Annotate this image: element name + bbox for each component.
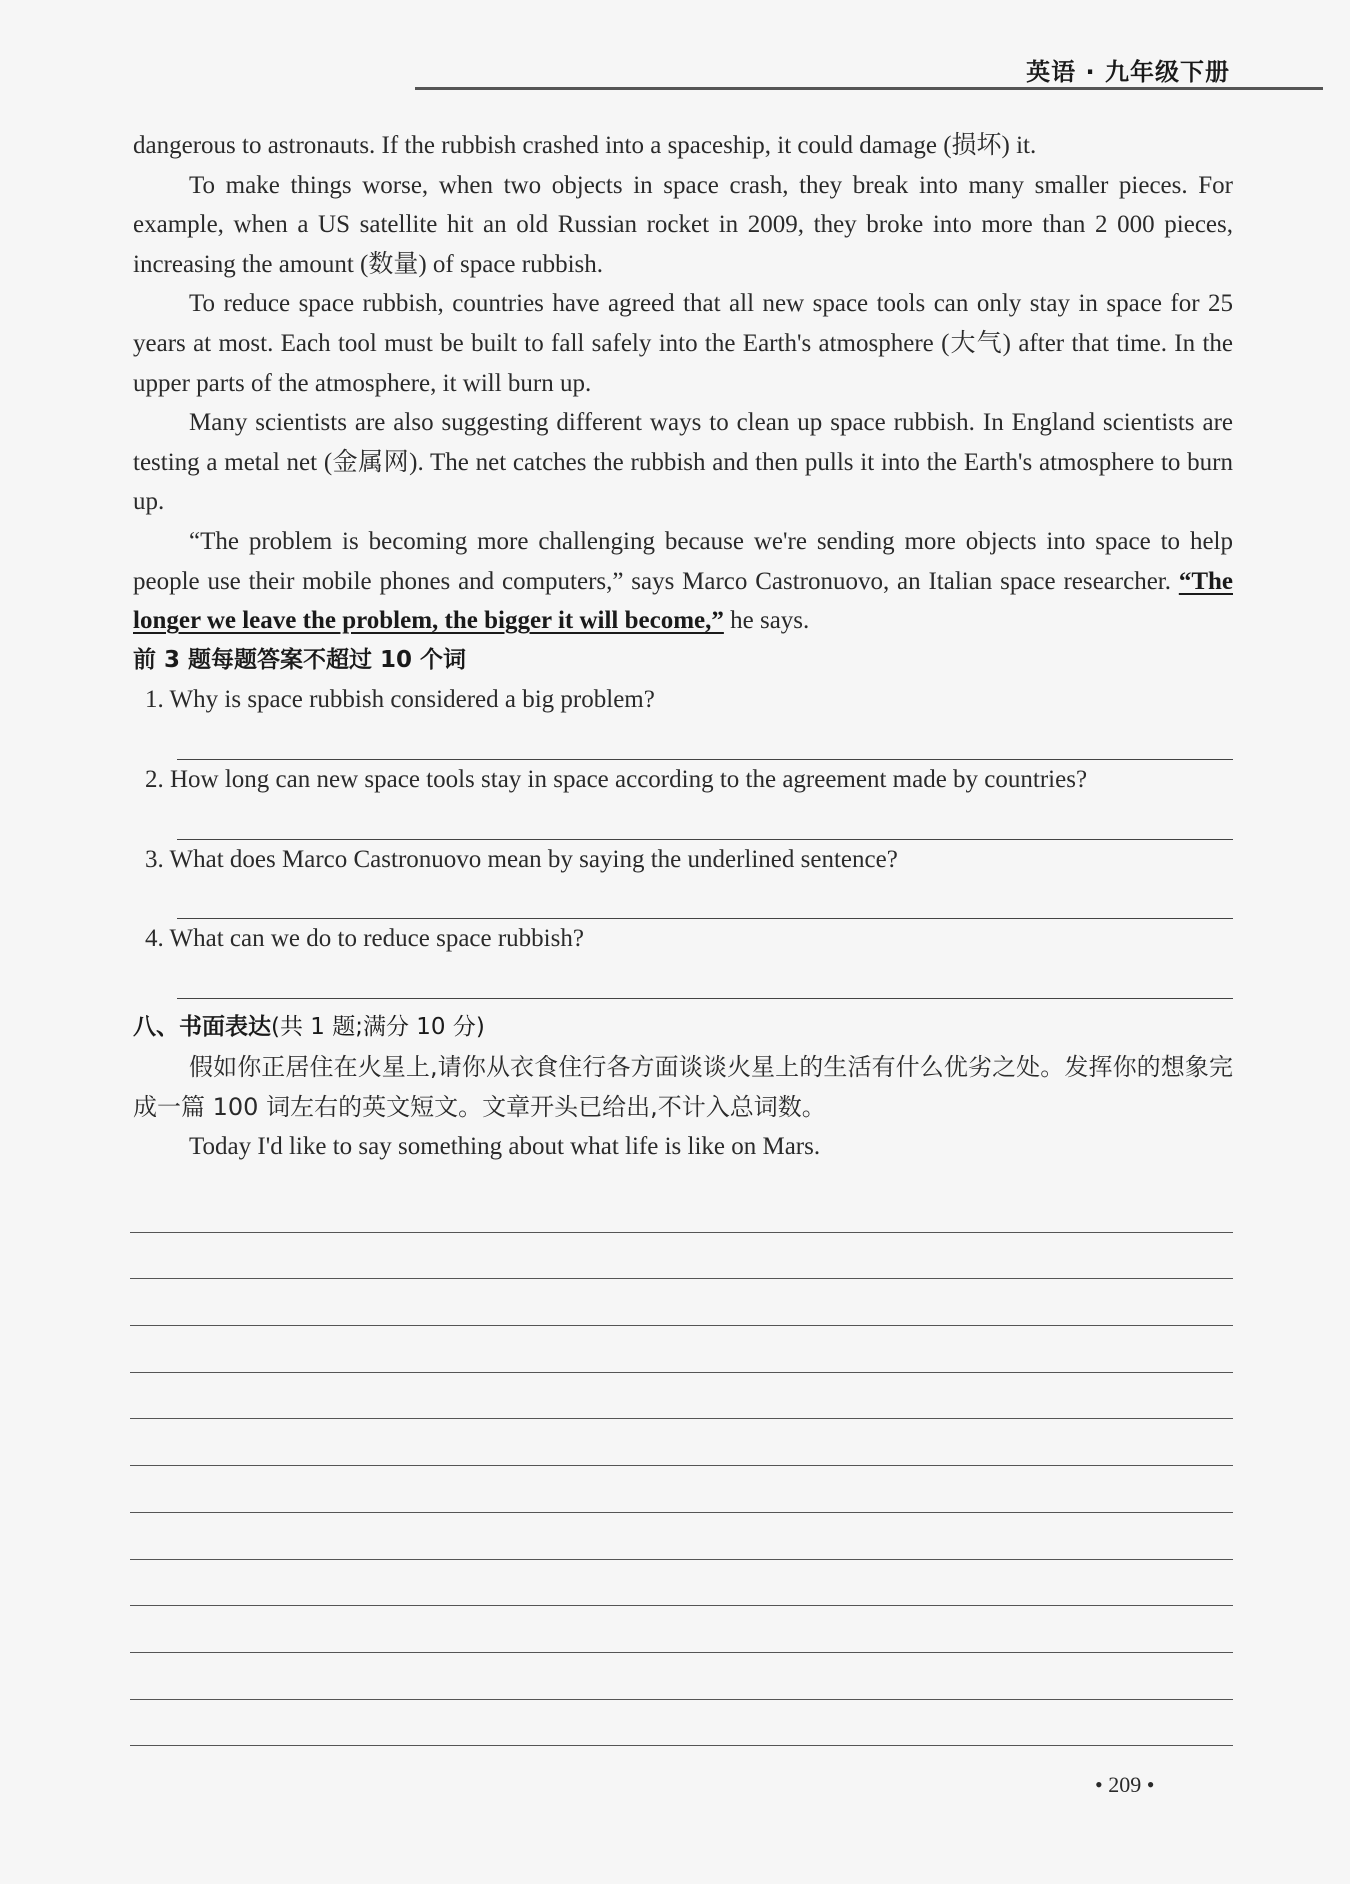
underlined-sentence: “The longer we leave the problem, the bigger it will become,” — [133, 567, 1233, 635]
header-rule — [415, 87, 1323, 90]
page-number: • 209 • — [1095, 1772, 1155, 1797]
section-8-heading — [133, 1007, 1233, 1047]
question-3: 3. What does Marco Castronuovo mean by saying the underlined sentence? — [145, 845, 898, 873]
writing-line[interactable] — [130, 1466, 1233, 1513]
writing-line[interactable] — [130, 1279, 1233, 1326]
answer-line-4[interactable] — [177, 959, 1233, 999]
paragraph-5-end: he says. — [723, 607, 810, 635]
question-4: 4. What can we do to reduce space rubbish? — [145, 925, 584, 953]
writing-task-description: 假如你正居住在火星上,请你从衣食住行各方面谈谈火星上的生活有什么优劣之处。发挥你的想象完成一篇 100 词左右的英文短文。文章开头已给出,不计入总词数。 — [133, 1052, 1233, 1121]
passage-paragraph-1: dangerous to astronauts. If the rubbish crashed into a spaceship, it could damage (损坏) it. — [133, 132, 1037, 159]
writing-line[interactable] — [130, 1373, 1233, 1420]
writing-line[interactable] — [130, 1233, 1233, 1280]
answer-line-3[interactable] — [177, 879, 1233, 919]
passage-paragraph-4: Many scientists are also suggesting different ways to clean up space rubbish. In England scientists are testing a metal net (金属网). The net catches the rubbish and then pulls it into the Earth's atmosphere to burn up. — [133, 409, 1233, 516]
writing-line[interactable] — [130, 1560, 1233, 1607]
writing-line[interactable] — [130, 1700, 1233, 1747]
writing-line[interactable] — [130, 1186, 1233, 1233]
section-8-meta: (共 1 题;满分 10 分) — [271, 1013, 485, 1040]
passage-paragraph-3: To reduce space rubbish, countries have agreed that all new space tools can only stay in space for 25 years at most. Each tool must be built to fall safely into the Earth's atmosphere (大气) after that time. In the upper parts of the atmosphere, it will burn up. — [133, 290, 1233, 397]
writing-opening-sentence: Today I'd like to say something about what life is like on Mars. — [189, 1132, 821, 1160]
writing-line[interactable] — [130, 1326, 1233, 1373]
answer-line-2[interactable] — [177, 800, 1233, 840]
writing-area[interactable] — [130, 1186, 1233, 1746]
main-content — [133, 126, 1233, 1166]
answer-line-1[interactable] — [177, 720, 1233, 760]
writing-line[interactable] — [130, 1606, 1233, 1653]
writing-line[interactable] — [130, 1513, 1233, 1560]
header-title: 英语 · 九年级下册 — [1026, 58, 1230, 86]
section-8-title: 八、书面表达 — [133, 1013, 271, 1040]
passage-paragraph-2: To make things worse, when two objects in space crash, they break into many smaller pieces. For example, when a US satellite hit an old Russian rocket in 2009, they broke into more than 2 000 pieces, increasing the amount (数量) of space rubbish. — [133, 171, 1233, 278]
passage-paragraph-5 — [133, 522, 1233, 641]
question-1: 1. Why is space rubbish considered a big problem? — [145, 686, 655, 714]
writing-line[interactable] — [130, 1419, 1233, 1466]
question-instruction: 前 3 题每题答案不超过 10 个词 — [133, 646, 467, 673]
paragraph-5-text: “The problem is becoming more challenging because we're sending more objects into space to help people use their mobile phones and computers,” says Marco Castronuovo, an Italian space researcher. — [133, 527, 1233, 595]
question-2: 2. How long can new space tools stay in space according to the agreement made by countries? — [145, 765, 1088, 793]
writing-line[interactable] — [130, 1653, 1233, 1700]
